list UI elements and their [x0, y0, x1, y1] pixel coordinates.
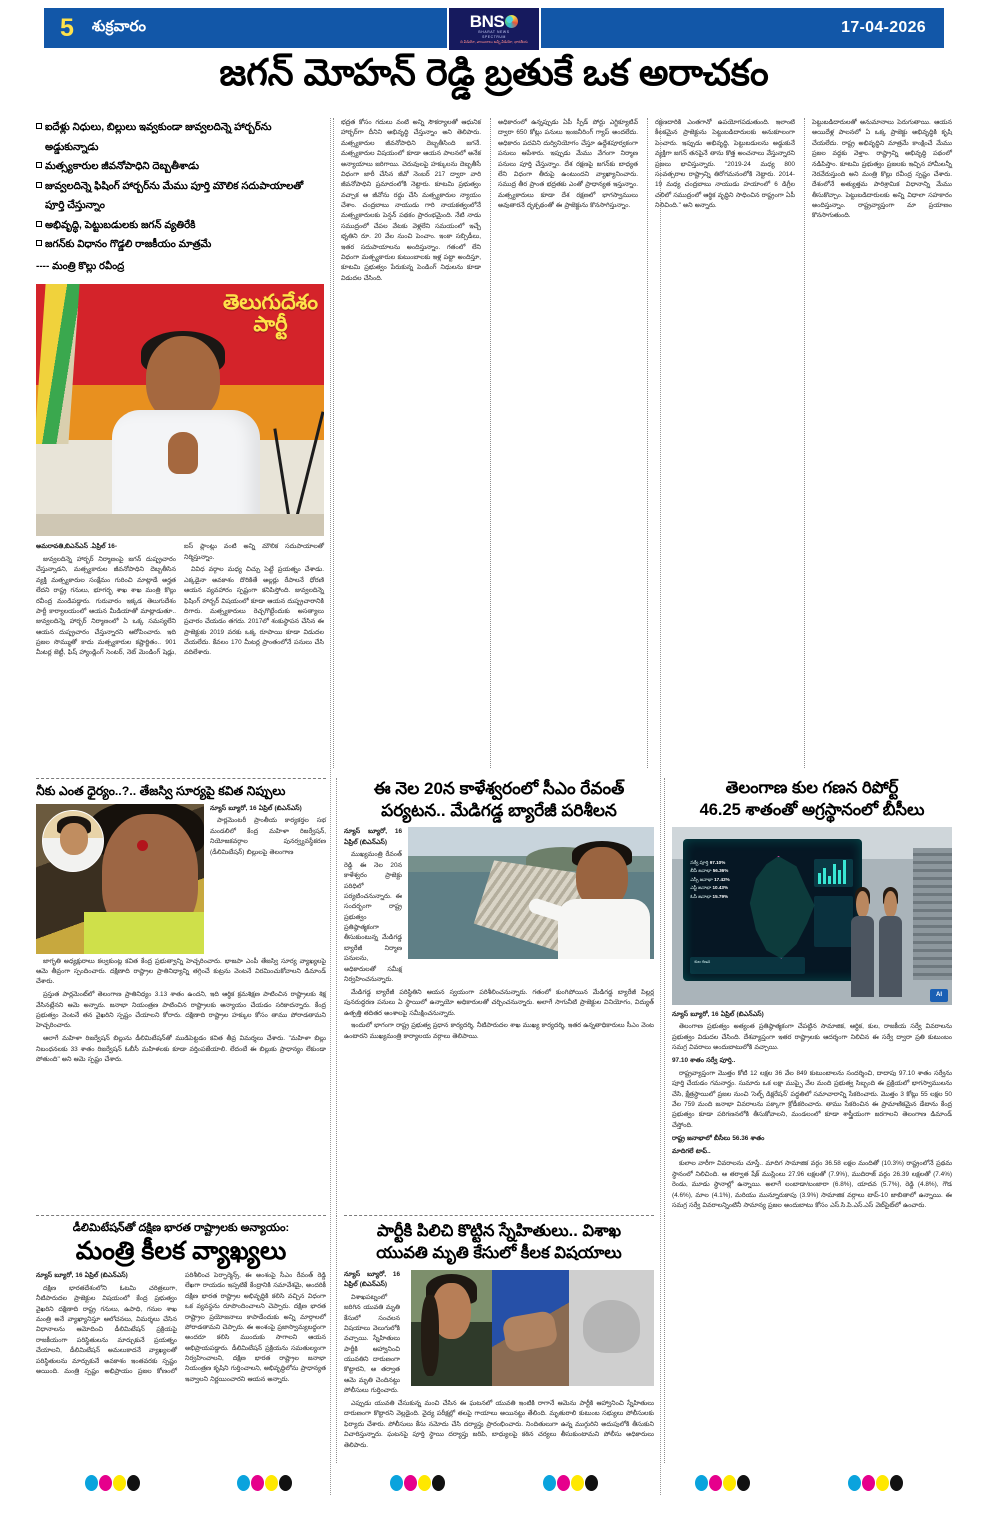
caste-dateline	[672, 1010, 952, 1020]
microphone-icon	[293, 412, 324, 529]
analyst-figure	[878, 891, 904, 998]
vizag-story	[336, 1215, 654, 1463]
registration-mark-group	[543, 1475, 598, 1491]
medigadda-paragraph: ఇందులో భాగంగా రాష్ట్ర ప్రభుత్వ ప్రధాన కార్యదర్శి, నీటిపారుదల శాఖ ముఖ్య కార్యదర్శి, ఇతర ఉన్నతాధికారులు సీఎం వెంట ఉంటారని ముఖ్యమంత్రి కార్యాలయ వర్గాలు తెలిపాయి.	[344, 1022, 654, 1040]
weekday-label: శుక్రవారం	[91, 17, 147, 35]
caste-headline-line-2: 46.25 శాతంతో అగ్రస్థానంలో బీసీలు	[699, 800, 925, 819]
stat-label: ఎస్సీ జనాభా	[690, 876, 713, 882]
masthead-bar	[44, 8, 944, 48]
dateline-text: న్యూస్ బ్యూరో, 16 ఏప్రిల్ (బిఎన్ఎస్)	[344, 828, 402, 846]
square-bullet-icon	[36, 162, 42, 168]
registration-dot-3	[279, 1475, 292, 1491]
registration-dot-2	[876, 1475, 889, 1491]
caste-body	[672, 1010, 952, 1212]
dashboard-stat-row	[690, 876, 729, 884]
lead-col-1	[36, 118, 324, 768]
dashboard-bar-chart-widget	[814, 859, 853, 887]
tdp-press-conference-photo	[36, 284, 324, 536]
registration-dot-2	[113, 1475, 126, 1491]
caste-headline	[672, 778, 952, 822]
dateline-text: న్యూస్ బ్యూరో, 16 ఏప్రిల్ (బిఎన్ఎస్)	[210, 804, 302, 812]
registration-dot-1	[709, 1475, 722, 1491]
medigadda-barrage-revanth-reddy-photo	[408, 827, 654, 959]
vizag-headline-line-2: యువతి మృతి కేసులో కీలక విషయాలు	[376, 1243, 622, 1262]
analysts-figures	[846, 891, 913, 998]
subhead-text: మాదిగలే టాప్..	[672, 1147, 711, 1155]
caste-subhead-2	[672, 1134, 952, 1144]
caste-subhead-3	[672, 1147, 952, 1157]
injury-evidence-photo	[492, 1270, 569, 1386]
lead-col-4	[647, 118, 795, 768]
dashboard-screen	[683, 839, 862, 981]
patient-face	[583, 1300, 641, 1353]
bullet-attribution: ---- మంత్రి కొల్లు రవీంద్ర	[36, 261, 125, 273]
lead-col-5	[804, 118, 952, 768]
divider	[344, 1215, 654, 1216]
bns-logo-subtitle-2: SPECTRUM	[482, 34, 506, 39]
kavitha-photo-with-tejasvi-surya-inset	[36, 804, 204, 954]
dashboard-stat-row	[690, 893, 729, 901]
cmyk-registration-marks	[36, 1472, 952, 1494]
spectrum-sphere-icon	[505, 15, 518, 28]
square-bullet-icon	[36, 240, 42, 246]
caste-headline-line-1: తెలంగాణ కుల గణన రిపోర్ట్	[725, 779, 899, 797]
dateline-text: న్యూస్ బ్యూరో, 16 ఏప్రిల్ (బిఎన్ఎస్)	[344, 1270, 400, 1288]
stat-label: ఎస్టీ జనాభా	[690, 885, 712, 891]
vizag-lead-row	[344, 1270, 654, 1400]
registration-dot-1	[557, 1475, 570, 1491]
dashboard-stat-row	[690, 859, 729, 867]
registration-dot-2	[723, 1475, 736, 1491]
vizag-headline	[344, 1221, 654, 1265]
bullet-item	[36, 216, 324, 236]
caste-census-story	[664, 778, 952, 1214]
kavitha-paragraph: ఆలాగే మహిళా రిజర్వేషన్ బిల్లును డీలిమిటేషన్‌తో ముడిపెట్టడం కవిత తీవ్ర విమర్శలు చేశారు. "మహిళా బిల్లు నిబంధనలకు 33 శాతం రిజర్వేషన్ ఓబీసీ మహిళలకు కూడా వర్తింపజేయాలి. లేదంటే ఈ బిల్లుకు ప్రాధాన్యం లేకుండా పోతుంది" అని ఆమె స్పష్టం చేశారు.	[36, 1035, 326, 1063]
lead-col-3	[490, 118, 638, 768]
third-band	[36, 1215, 952, 1463]
registration-dot-3	[890, 1475, 903, 1491]
caste-paragraph: కులాల వారీగా వివరాలను చూస్తే.. మాదిగ సామాజిక వర్గం 36.58 లక్షల మందితో (10.3%) రాష్ట్రంలోనే ప్రథమ స్థానంలో నిలిచింది. ఆ తర్వాత షేక్ ముస్లింలు 27.96 లక్షలతో (7.9%), ముదిరాజ్ వర్గం 26.39 లక్షలతో (7.4%) రెండు, మూడు స్థానాల్లో ఉన్నాయి. అలాగే లంబాడా/బంజారా (6.8%), యాదవ (5.7%), రెడ్డి (4.8%), గౌడ (4.6%), మాల (4.1%), మరియు మున్నూరుకాపు (3.9%) సామాజిక వర్గాలు టాప్-10 జాబితాలో ఉన్నాయి. ఈ సమగ్ర సర్వే వివరాలన్నింటినీ సామాన్య ప్రజల అందుబాటు కోసం ఎస్.సి.పి.ఎస్.ఎస్ వెబ్‌సైట్‌లో ఉంచారు.	[672, 1160, 952, 1209]
dashboard-stat-row	[690, 867, 729, 875]
bns-logo-telugu-tagline: ది వీడియో, వాయిదాలు అన్నీ వీడియో, భారతీయ	[460, 39, 528, 44]
column-rule	[330, 118, 331, 1495]
lead-paragraph: అధికారంలో ఉన్నప్పుడు ఏపీ స్పీడ్ పోర్టు ఎగ్జిక్యూటివ్ ద్వారా 650 కోట్లు పనులు ఇంజనీరింగ్ గ్యాప్ అందలేదు. అధికారం పదవిని దుర్వినియోగం చేస్తూ ఉద్దేశపూర్వకంగా పనులు ఆపేశారు. ఇప్పుడు మేము వేగంగా నిర్మాణ పనులు పూర్తి చేస్తున్నాం. దేశ రక్షణపై జగన్‌కు బాధ్యత లేని విధంగా తీరుపై ఉంటుందని వ్యాఖ్యానించారు. సముద్ర తీర ప్రాంత భద్రతకు ఎంతో ప్రాధాన్యత ఇస్తున్నాం. మత్స్యకారులు కూడా దేశ రక్షణలో భాగస్వాములు అవుతారనే దృక్పథంతో ఈ ప్రాజెక్టును కొనసాగిస్తున్నాం.	[498, 119, 638, 209]
tdp-flag	[36, 284, 80, 444]
bullet-item	[36, 118, 324, 157]
lead-headline: జగన్ మోహన్ రెడ్డి బ్రతుకే ఒక అరాచకం	[219, 52, 769, 93]
dateline-text: న్యూస్ బ్యూరో, 16 ఏప్రిల్ (బిఎన్ఎస్)	[672, 1010, 764, 1018]
tdp-banner-text	[223, 292, 318, 336]
stat-label: సర్వే పూర్తి	[690, 859, 709, 865]
caste-subhead-1	[672, 1056, 952, 1066]
lead-col-1-text	[36, 542, 324, 660]
square-bullet-icon	[36, 123, 42, 129]
kavitha-lead: పార్లమెంటరీ ప్రాంతీయ కార్యకర్తల సభ మండలిలో కేంద్ర మహిళా రిజర్వేషన్, నియోజకవర్గాల పునర్వ్యవస్థీకరణ (డీలిమిటేషన్) బిల్లులపై తెలంగాణ	[210, 817, 326, 856]
bullet-text: ఐదేళ్లు నిధులు, బిల్లులు ఇవ్వకుండా జువ్వలదిన్నె హార్బర్‌ను అడ్డుకున్నాడు	[45, 122, 272, 153]
vizag-headline-line-1: పార్టీకి పిలిచి కొట్టిన స్నేహితులు.. విశాఖ	[376, 1222, 622, 1240]
kavitha-headline: నీకు ఎంత ధైర్యం..?.. తేజస్వి సూర్యపై కవిత నిప్పులు	[36, 784, 286, 798]
medigadda-dateline	[344, 827, 402, 848]
bns-logo-subtitle-1: BHARAT NEWS	[478, 30, 510, 35]
vizag-lead: విశాఖపట్నంలో జరిగిన యువతి మృతి కేసులో సంచలన విషయాలు వెలుగులోకి వచ్చాయి. స్నేహితులు పార్టీకి ఆహ్వానించి యువతిని దారుణంగా కొట్టారని, ఆ తర్వాత ఆమె మృతి చెందినట్టు పోలీసులు గుర్తించారు.	[344, 1293, 400, 1395]
stat-value: 97.10%	[709, 859, 726, 865]
bindi-icon	[137, 840, 148, 851]
square-bullet-icon	[36, 221, 42, 227]
delimitation-paragraph: దక్షిణ భారతదేశంలోని ఓటమి చరిత్రలుగా, నీటిపారుదల ప్రాజెక్టుల విషయంలో కేంద్ర ప్రభుత్వం వైఖరిని దక్షిణాది రాష్ట్ర గనులు, ఉపాధి, గనుల శాఖ మంత్రి అనే వ్యాఖ్యానిస్తూ ఆలోచనలు, విమర్శలు చేసిన విధానాలను ఆమోదించి డీలిమిటేషన్ ప్రక్రియపై రాజకీయంగా పరిస్థితులను మార్చుకునే ప్రయత్నం చేయాలని, డీలిమిటేషన్ అమలుకాదనే వ్యాఖ్యలతో పరిస్థితులను మార్చుకునే అవకాశం ఇంతవరకు స్పష్టం అయింది. మంత్రి స్పష్టం అభిప్రాయం ప్రజల కోణంలో పరిశీలించ పెర్ఫార్మెన్స్, ఈ అంశంపై సీఎం రేవంత్ రెడ్డి లేఖగా రాయడం ఇప్పటికే కేంద్రానికి సమావేశమై, అందరికీ దక్షిణ భారత రాష్ట్రాల అభివృద్ధికి కలిసి వచ్చిన విధంగా ఒక వ్యవస్థను రూపొందించాలని చెప్పారు. దక్షిణ భారత రాష్ట్రాల ప్రయోజనాలు కాపాడేందుకు అన్ని మార్గాలలో పోరాడతామని చెప్పారు. ఈ అంశంపై ప్రజాస్వామ్యబద్ధంగా అందరూ కలిసి ముందుకు సాగాలని ఆయన అభిప్రాయపడ్డారు. డీలిమిటేషన్ ప్రక్రియను సమతుల్యంగా నిర్వహించాలని, దక్షిణ భారత రాష్ట్రాల జనాభా నియంత్రణ కృషిని గుర్తించాలని, అభివృద్ధిలోను ప్రాధాన్యత ఇవ్వాలని నిర్ణయించారని ఆయన అన్నారు.	[36, 1272, 326, 1383]
microphone-icon	[273, 429, 291, 526]
vizag-victim-photo-collage	[411, 1270, 654, 1386]
kavitha-story	[36, 778, 326, 1214]
bullet-item	[36, 157, 324, 177]
stat-value: 10.43%	[712, 885, 729, 891]
vizag-dateline	[344, 1270, 400, 1291]
bullet-list	[36, 118, 324, 276]
lead-paragraph: పెట్టుబడిదారులతో అనుమానాలు పెరుగుతాయి. ఆయన అయిదేళ్ల పాలనలో ఏ ఒక్క ప్రాజెక్టు అభివృద్ధికి కృషి చేయలేదు. రాష్ట్ర అభివృద్ధిని మాత్రమే కాంక్షించే మేము ప్రజల వద్దకు వెళ్తాం. రాష్ట్రాన్ని అభివృద్ధి పథంలో నడిపిస్తాం. కూటమి ప్రభుత్వం ప్రజలకు ఇచ్చిన హామీలన్నీ నెరవేరుస్తుంది అని మంత్రి కొల్లు రవీంద్ర స్పష్టం చేశారు. దేశంలోనే అత్యుత్తమ పారిశ్రామిక విధానాన్ని మేము తీసుకొచ్చాం. పెట్టుబడిదారులకు అన్ని విధాలా సహకారం అందిస్తున్నాం. రాష్ట్రవ్యాప్తంగా మా ప్రయాణం కొనసాగుతుంది.	[812, 119, 952, 220]
registration-dot-0	[85, 1475, 98, 1491]
registration-dot-2	[265, 1475, 278, 1491]
registration-mark-group	[237, 1475, 292, 1491]
kavitha-garland	[84, 912, 204, 954]
lead-paragraph: జువ్వలదిన్నె హార్బర్ నిర్మాణంపై జగన్ దుష్ప్రచారం చేస్తున్నాడని, మత్స్యకారుల జీవనోపాధిని దెబ్బతీసిన వ్యక్తి మత్స్యకారుల సంక్షేమం గురించి మాట్లాడే అర్హత లేదని రాష్ట్ర గనులు, భూగర్భ శాఖ శాఖ మంత్రి కొల్లు రవీంద్ర మండిపడ్డారు. గురువారం ఇక్కడ తెలుగుదేశం పార్టీ కార్యాలయంలో ఆయన మీడియాతో మాట్లాడుతూ.. జువ్వలదిన్నె హార్బర్ నిర్మాణంలో ఏ ఒక్క సమస్యలేని ఆయన దుష్ప్రచారం చేస్తున్నారని ఆరోపించారు. ఇది ప్రజల సొమ్ముతో కాదు మత్స్యకారుల కష్టార్జితం.. 901 మీటర్ల జెట్టీ, ఫిష్ హ్యాండ్లింగ్ సెంటర్, నెట్ మెండింగ్ షెడ్లు, ఐస్ ప్లాంట్లు వంటి అన్ని మౌలిక సదుపాయాలతో నిర్మిస్తున్నాం.	[36, 543, 324, 657]
registration-dot-2	[571, 1475, 584, 1491]
delimitation-kicker: డీలిమిటేషన్‌తో దక్షిణ భారత రాష్ట్రాలకు అన్యాయం:	[72, 1222, 290, 1234]
bns-logo-wordmark	[470, 13, 518, 30]
lead-story-section	[36, 118, 952, 768]
stat-value: 56.36%	[712, 868, 729, 874]
analyst-figure	[850, 891, 876, 998]
tdp-banner-line-1: తెలుగుదేశం	[222, 291, 318, 315]
stat-label: బీసీ జనాభా	[690, 868, 712, 874]
kavitha-paragraph: జాగృతి అధ్యక్షురాలు కల్వకుంట్ల కవిత కేంద్ర ప్రభుత్వాన్ని హెచ్చరించారు. భాజపా ఎంపీ తేజస్వి సూర్య వ్యాఖ్యలపై ఆమె తీవ్రంగా స్పందించారు. దక్షిణాది రాష్ట్రాల ప్రాతినిధ్యాన్ని తగ్గించే కుట్రను వెంటనే విరమించుకోవాలని డిమాండ్ చేశారు.	[36, 957, 326, 986]
medigadda-headline	[344, 778, 654, 822]
registration-dot-1	[99, 1475, 112, 1491]
analyst-torso	[851, 916, 873, 997]
analyst-head	[856, 891, 869, 919]
medigadda-lead-row	[344, 827, 654, 988]
divider	[36, 778, 326, 779]
analyst-head	[884, 891, 897, 919]
caste-paragraph: రాష్ట్రవ్యాప్తంగా మొత్తం కోటి 12 లక్షల 36 వేల 849 కుటుంబాలను సందర్శించి, దాదాపు 97.10 శాతం సర్వేను పూర్తి చేయడం గమనార్హం. సుమారు ఒక లక్షా ముప్పై వేల మంది ప్రభుత్వ సిబ్బంది ఈ ప్రక్రియలో భాగస్వాములను చేసి, క్షేత్రస్థాయిలో ప్రజల నుంచి 'సెల్ఫ్ డిక్లరేషన్' పద్ధతిలో సమాచారాన్ని సేకరించారు. మొత్తం 3 కోట్లు 55 లక్షల 50 వేల 759 మంది జనాభా వివరాలను పక్కాగా క్రోడీకరించారు. తాము సేకరించిన ఈ ప్రామాణికమైన డేటాను కేంద్ర ప్రభుత్వం కూడా పరిగణనలోకి తీసుకోవాలని, మండలంలో కూడా శాస్త్రీయంగా జరగాలని తెలంగాణ డిమాండ్ చేస్తోంది.	[672, 1069, 952, 1129]
second-band	[36, 778, 952, 1208]
stat-label: ఓసీ జనాభా	[690, 893, 712, 899]
minister-hand	[168, 432, 198, 474]
bullet-text: జగన్‌కు విధానం గొడ్డలి రాజకీయం మాత్రమే	[45, 239, 212, 251]
registration-dot-0	[543, 1475, 556, 1491]
delimitation-story	[36, 1215, 326, 1463]
dashboard-stat-row	[690, 884, 729, 892]
square-bullet-icon	[36, 182, 42, 188]
registration-dot-3	[432, 1475, 445, 1491]
registration-mark-group	[390, 1475, 445, 1491]
medigadda-dateline-col	[344, 827, 402, 988]
dashboard-stats-list	[690, 859, 729, 901]
column-rule	[660, 118, 661, 1495]
registration-dot-0	[237, 1475, 250, 1491]
lead-paragraph: రక్షణదారికి ఎంతగానో ఉపయోగపడుతుంది. ఇలాంటి కీలకమైన ప్రాజెక్టును పెట్టుబడిదారులకు అనుకూలంగా పెంచారు. ఇప్పుడు అభివృద్ధి, పెట్టుబడులను అడ్డుకునే వ్యక్తిగా జగన్ తనపైనే తాను కొత్త అంచనాలు వేస్తున్నారని ప్రజలు భావిస్తున్నారు. "2019-24 మధ్య 800 సంవత్సరాల రాష్ట్రాన్ని తిరోగమనంలోకి నెట్టారు. 2014-19 మధ్య చంద్రబాబు నాయుడు హయాంలో 6 డిగ్రీల చలిలో సముద్రంలో ఆర్థిక వృద్ధిని సాధించిన రాష్ట్రంగా ఏపీ నిలిచింది." అని అన్నారు.	[655, 119, 795, 209]
registration-dot-2	[418, 1475, 431, 1491]
dateline-text: అమరావతి,బిఎన్ఎస్ .ఏప్రిల్ 16-	[36, 543, 117, 551]
lead-paragraph: భద్రత కోసం గదులు వంటి అన్ని సౌకర్యాలతో ఆధునిక హార్బర్‌గా దీనిని అభివృద్ధి చేస్తున్నాం అని తెలిపారు. మత్స్యకారుల జీవనోపాధిని దెబ్బతీసింది జగనే. మత్స్యకారుల విషయంలో కూడా ఆయన పాలనలో అనేక అన్యాయాలు జరిగాయి. చెరువులపై హక్కులను దెబ్బతీసే విధంగా జారీ చేసిన జీవో నెంబర్ 217 ద్వారా వారి జీవనోపాధిని ప్రమాదంలోకి నెట్టారు. కూటమి ప్రభుత్వం వచ్చాక ఆ జీవోను రద్దు చేసి మత్స్యకారుల న్యాయం చేశాం. చంద్రబాబు నాయుడు గారి నాయకత్వంలోనే మత్స్యకారులకు పెన్షన్ పథకం ప్రారంభమైంది. నేటి నాడు సముద్రంలో చేపల వేటకు వెళ్లలేని సమయంలో ఇచ్చే భృతిని రూ. 20 వేల నుంచి పెంచాం. ఇంకా సబ్సిడీలు, ఇతర సదుపాయాలను అందిస్తున్నాం. గతంలో లేని విధంగా మత్స్యకారుల కుటుంబాలకు ఇళ్ల పట్టా అందిస్తూ, కూటమి ప్రభుత్వం పేరుకున్న పెండింగ్ నిధులను కూడా విడుదల చేసింది.	[341, 119, 481, 282]
registration-mark-group	[695, 1475, 750, 1491]
delimitation-dateline	[36, 1271, 177, 1281]
bullet-text: అభివృద్ధి, పెట్టుబడులకు జగన్ వ్యతిరేకి	[45, 219, 196, 231]
caste-continuation-col	[664, 1215, 952, 1463]
inset-face	[60, 823, 88, 855]
bullet-text: మత్స్యకారుల జీవనోపాధిని దెబ్బతీశాడు	[45, 161, 200, 173]
registration-mark-group	[85, 1475, 140, 1491]
minister-figure	[112, 336, 260, 536]
medigadda-lead: ముఖ్యమంత్రి రేవంత్ రెడ్డి ఈ నెల 20న కాళేశ్వరం ప్రాజెక్టు పరిధిలో పర్యటించనున్నారు. ఈ సందర్భంగా రాష్ట్ర ప్రభుత్వం ప్రతిష్ఠాత్మకంగా తీసుకుంటున్న మేడిగడ్డ బ్యారేజీ నిర్మాణ పనులను, అధికారులతో సమీక్ష నిర్వహించనున్నారు.	[344, 851, 402, 983]
registration-dot-1	[862, 1475, 875, 1491]
lead-col-2	[333, 118, 481, 768]
tejasvi-surya-inset-photo	[42, 810, 104, 872]
registration-dot-0	[695, 1475, 708, 1491]
issue-date: 17-04-2026	[841, 19, 926, 36]
medigadda-headline-line-2: పర్యటన.. మేడిగడ్డ బ్యారేజీ పరిశీలన	[381, 801, 617, 821]
kavitha-paragraph: ప్రస్తుత పార్లమెంట్‌లో తెలంగాణ ప్రాతినిధ్యం 3.13 శాతం ఉందని, ఇది ఆర్థిక క్రమశిక్షణ పాటించిన రాష్ట్రాలకు శిక్ష వేసినట్లేనని ఆమె అన్నారు. జనాభా నియంత్రణ పాటించిన రాష్ట్రాలకు అన్యాయం చేయడం సరికాదన్నారు. కేంద్ర ప్రభుత్వం వెంటనే తన వైఖరిని స్పష్టం చేయాలని కోరారు. దక్షిణాది రాష్ట్రాల హక్కుల కోసం తాము పోరాడతామని హెచ్చరించారు.	[36, 991, 326, 1030]
bullet-text: జువ్వలదిన్నె ఫిషింగ్ హార్బర్‌ను మేము పూర్తి మౌలిక సదుపాయాలతో పూర్తి చేస్తున్నాం	[45, 180, 304, 212]
lead-dateline	[36, 542, 176, 552]
delimitation-body	[36, 1271, 326, 1385]
hospital-photo	[569, 1270, 654, 1386]
registration-dot-3	[585, 1475, 598, 1491]
bullet-item	[36, 177, 324, 216]
victim-portrait-photo	[411, 1270, 492, 1386]
telangana-caste-census-dashboard-photo	[672, 827, 952, 1005]
dateline-text: న్యూస్ బ్యూరో, 16 ఏప్రిల్ (బిఎన్ఎస్)	[36, 1272, 128, 1280]
registration-dot-0	[848, 1475, 861, 1491]
registration-dot-0	[390, 1475, 403, 1491]
divider	[36, 1215, 326, 1216]
stat-value: 15.79%	[712, 893, 729, 899]
medigadda-body	[344, 988, 654, 1042]
vizag-body	[344, 1399, 654, 1451]
registration-mark-group	[848, 1475, 903, 1491]
press-desk	[36, 514, 324, 536]
revanth-shirt	[558, 899, 650, 959]
subhead-text: రాష్ట్ర జనాభాలో బీసీలు 56.36 శాతం	[672, 1134, 765, 1142]
registration-dot-1	[404, 1475, 417, 1491]
injured-arm	[502, 1309, 560, 1352]
bullet-item	[36, 235, 324, 255]
victim-hair-side	[421, 1295, 439, 1376]
dashboard-footer-bar: కుల గణన	[690, 957, 805, 974]
bns-logo-letters: BNS	[469, 12, 505, 32]
kavitha-body	[36, 957, 326, 1066]
page-number: 5	[60, 13, 74, 42]
revanth-reddy-figure	[554, 841, 650, 959]
medigadda-story	[336, 778, 654, 1214]
registration-dot-1	[251, 1475, 264, 1491]
registration-dot-3	[127, 1475, 140, 1491]
registration-dot-3	[737, 1475, 750, 1491]
vizag-dateline-col	[344, 1270, 400, 1400]
medigadda-paragraph: మేడిగడ్డ బ్యారేజీ పరిస్థితిని ఆయన స్వయంగా పరిశీలించనున్నారు. గతంలో కుంగిపోయిన మేడిగడ్డ బ్యారేజీ పిల్లర్ల పునరుద్ధరణ పనులు ఏ స్థాయిలో ఉన్నాయో అధికారులతో చర్చించనున్నారు. అలాగే సాగునీటి ప్రాజెక్టుల వినియోగం, విద్యుత్ ఉత్పత్తి తదితర అంశాలపై సమీక్షించనున్నారు.	[344, 988, 654, 1017]
telangana-map-graphic	[742, 856, 817, 959]
medigadda-headline-line-1: ఈ నెల 20న కాళేశ్వరంలో సీఎం రేవంత్	[373, 779, 625, 798]
ai-watermark-logo: AI	[930, 989, 948, 1002]
subhead-text: 97.10 శాతం సర్వే పూర్తి..	[672, 1057, 736, 1065]
stat-value: 17.42%	[714, 876, 730, 882]
server-racks	[913, 848, 952, 980]
bns-logo	[447, 8, 541, 50]
lead-paragraph: వివిధ వర్గాల మధ్య చిచ్చు పెట్టే ప్రయత్నం చేశాడు. ఎక్కడైనా అవకాశం దొరికితే అల్లర్లు రేపాలనే ధోరణి ఆయన వ్యవహారం స్పష్టంగా కనిపిస్తోంది. జువ్వలదిన్నె ఫిషింగ్ హార్బర్ విషయంలో కూడా ఆయన దుష్ప్రచారానికి దిగారు. మత్స్యకారులు రెచ్చగొట్టేందుకు అసత్యాలు ప్రచారం చేయడం తగదు. 2017లో శంకుస్థాపన చేసిన ఈ ప్రాజెక్టుకు 2019 వరకు ఒక్క రూపాయి కూడా విడుదల చేయలేదు. కేవలం 170 మీటర్ల ప్రాంతంలోనే పనులు చేసి వదిలేశారు.	[184, 566, 324, 657]
vizag-paragraph: ఎప్పుడు యువతి చేసుకున్న మంచి చేసిన ఈ ఘటనలో యువతి ఇంటికి రాగానే ఆమెను పార్టీకి ఆహ్వానించి స్నేహితులు దారుణంగా కొట్టారని వెల్లడైంది. వైద్య పరీక్షల్లో తలపై గాయాలు అయినట్టు తేలింది. మృతురాలి కుటుంబ సభ్యులు పోలీసులకు ఫిర్యాదు చేశారు. పోలీసులు కేసు నమోదు చేసి దర్యాప్తు ప్రారంభించారు. నిందితులుగా ఉన్న ముగ్గురిని అదుపులోకి తీసుకుని విచారిస్తున్నారు. ఘటనపై పూర్తి స్థాయి దర్యాప్తు జరిపి, బాధ్యులపై కఠిన చర్యలు తీసుకుంటామని పోలీసు అధికారులు తెలిపారు.	[344, 1400, 654, 1449]
caste-lead: తెలంగాణ ప్రభుత్వం అత్యంత ప్రతిష్ఠాత్మకంగా చేపట్టిన సామాజిక, ఆర్థిక, కుల, రాజకీయ సర్వే వివరాలను ప్రభుత్వం విడుదల చేసింది. దేశవ్యాప్తంగా ఇతర రాష్ట్రాలకు ఆదర్శంగా నిలిచిన ఈ సర్వే ద్వారా ప్రతి కుటుంబం సమగ్ర వివరాలు అందుబాటులోకి వచ్చాయి.	[672, 1023, 952, 1052]
delimitation-headline: మంత్రి కీలక వ్యాఖ్యలు	[75, 1237, 287, 1266]
tdp-banner-line-2: పార్టీ	[253, 313, 288, 337]
analyst-torso	[879, 916, 901, 997]
